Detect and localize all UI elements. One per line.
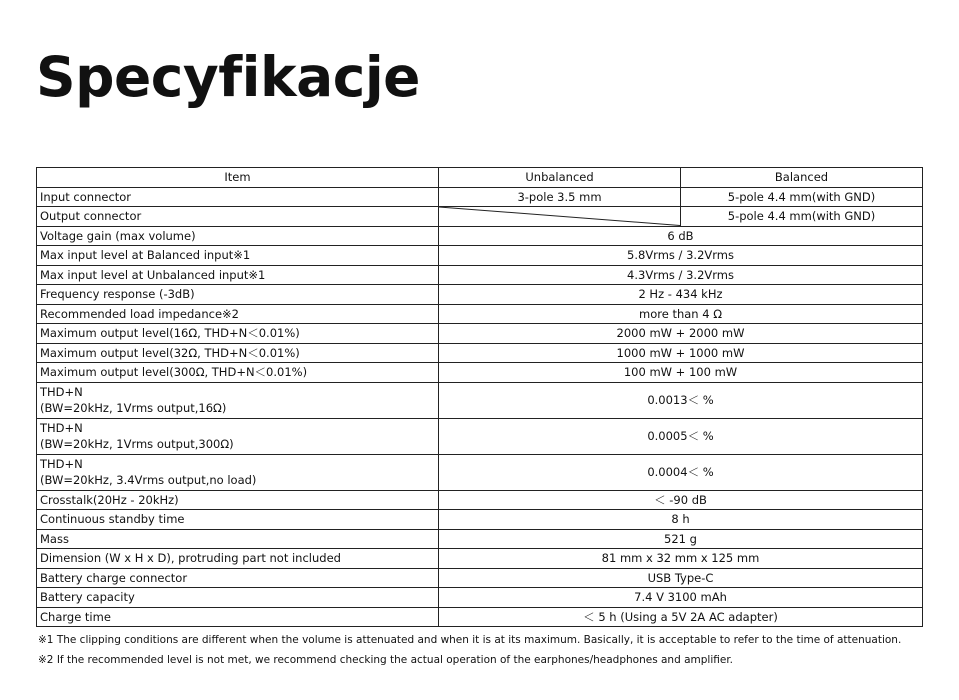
footnotes [38,630,938,670]
table-row [37,607,923,627]
row-label: Max input level at Balanced input※1 [37,246,439,266]
table-row [37,226,923,246]
row-label: Dimension (W x H x D), protruding part not included [37,549,439,569]
row-label-line2: (BW=20kHz, 1Vrms output,300Ω) [40,437,234,451]
row-label-line1: THD+N [40,385,83,399]
table-row [37,418,923,454]
table-row [37,588,923,608]
row-label: Recommended load impedance※2 [37,304,439,324]
row-value: 6 dB [439,226,923,246]
table-row [37,265,923,285]
row-value: 2000 mW + 2000 mW [439,324,923,344]
row-label: Max input level at Unbalanced input※1 [37,265,439,285]
row-label: Maximum output level(32Ω, THD+N＜0.01%) [37,343,439,363]
row-label: Maximum output level(300Ω, THD+N＜0.01%) [37,363,439,383]
table-row [37,207,923,227]
table-row [37,304,923,324]
row-label-line2: (BW=20kHz, 1Vrms output,16Ω) [40,401,227,415]
header-balanced: Balanced [681,168,923,188]
row-label: Input connector [37,187,439,207]
table-row [37,285,923,305]
table-row [37,490,923,510]
row-value: ＜ 5 h (Using a 5V 2A AC adapter) [439,607,923,627]
row-value-unbalanced: 3-pole 3.5 mm [439,187,681,207]
table-row [37,187,923,207]
table-row [37,343,923,363]
table-row [37,510,923,530]
row-label: Output connector [37,207,439,227]
table-row [37,529,923,549]
table-row [37,549,923,569]
diagonal-slash [439,207,680,226]
row-label: Continuous standby time [37,510,439,530]
row-label: Mass [37,529,439,549]
row-value: 5.8Vrms / 3.2Vrms [439,246,923,266]
row-label-line1: THD+N [40,421,83,435]
footnote-2: ※2 If the recommended level is not met, we recommend checking the actual operation of the earphones/headphones and amplifier. [38,654,734,666]
row-label: Battery charge connector [37,568,439,588]
row-value-balanced: 5-pole 4.4 mm(with GND) [681,207,923,227]
row-label: Voltage gain (max volume) [37,226,439,246]
row-value: more than 4 Ω [439,304,923,324]
row-value: 0.0013＜ % [439,382,923,418]
table-row [37,246,923,266]
header-unbalanced: Unbalanced [439,168,681,188]
row-value: ＜ -90 dB [439,490,923,510]
row-label [37,382,439,418]
table-row [37,382,923,418]
row-value: 100 mW + 100 mW [439,363,923,383]
row-value: 1000 mW + 1000 mW [439,343,923,363]
row-value: 521 g [439,529,923,549]
row-value: 0.0005＜ % [439,418,923,454]
row-value: 2 Hz - 434 kHz [439,285,923,305]
header-item: Item [37,168,439,188]
table-row [37,363,923,383]
table-row [37,454,923,490]
row-value: 7.4 V 3100 mAh [439,588,923,608]
row-label: Maximum output level(16Ω, THD+N＜0.01%) [37,324,439,344]
row-value-unbalanced-na [439,207,681,227]
row-value: 4.3Vrms / 3.2Vrms [439,265,923,285]
row-label: Charge time [37,607,439,627]
table-header-row [37,168,923,188]
spec-table [36,167,923,627]
row-value: 0.0004＜ % [439,454,923,490]
row-label: Frequency response (-3dB) [37,285,439,305]
row-label: Crosstalk(20Hz - 20kHz) [37,490,439,510]
page-title: Specyfikacje [36,45,420,109]
row-label-line1: THD+N [40,457,83,471]
table-row [37,568,923,588]
row-label [37,418,439,454]
row-value: 8 h [439,510,923,530]
row-value: 81 mm x 32 mm x 125 mm [439,549,923,569]
footnote-1: ※1 The clipping conditions are different when the volume is attenuated and when it is at its maximum. Basically, it is acceptable to refer to the time of attenuation. [38,634,902,646]
row-value: USB Type-C [439,568,923,588]
row-label [37,454,439,490]
row-label: Battery capacity [37,588,439,608]
row-label-line2: (BW=20kHz, 3.4Vrms output,no load) [40,473,257,487]
table-row [37,324,923,344]
row-value-balanced: 5-pole 4.4 mm(with GND) [681,187,923,207]
